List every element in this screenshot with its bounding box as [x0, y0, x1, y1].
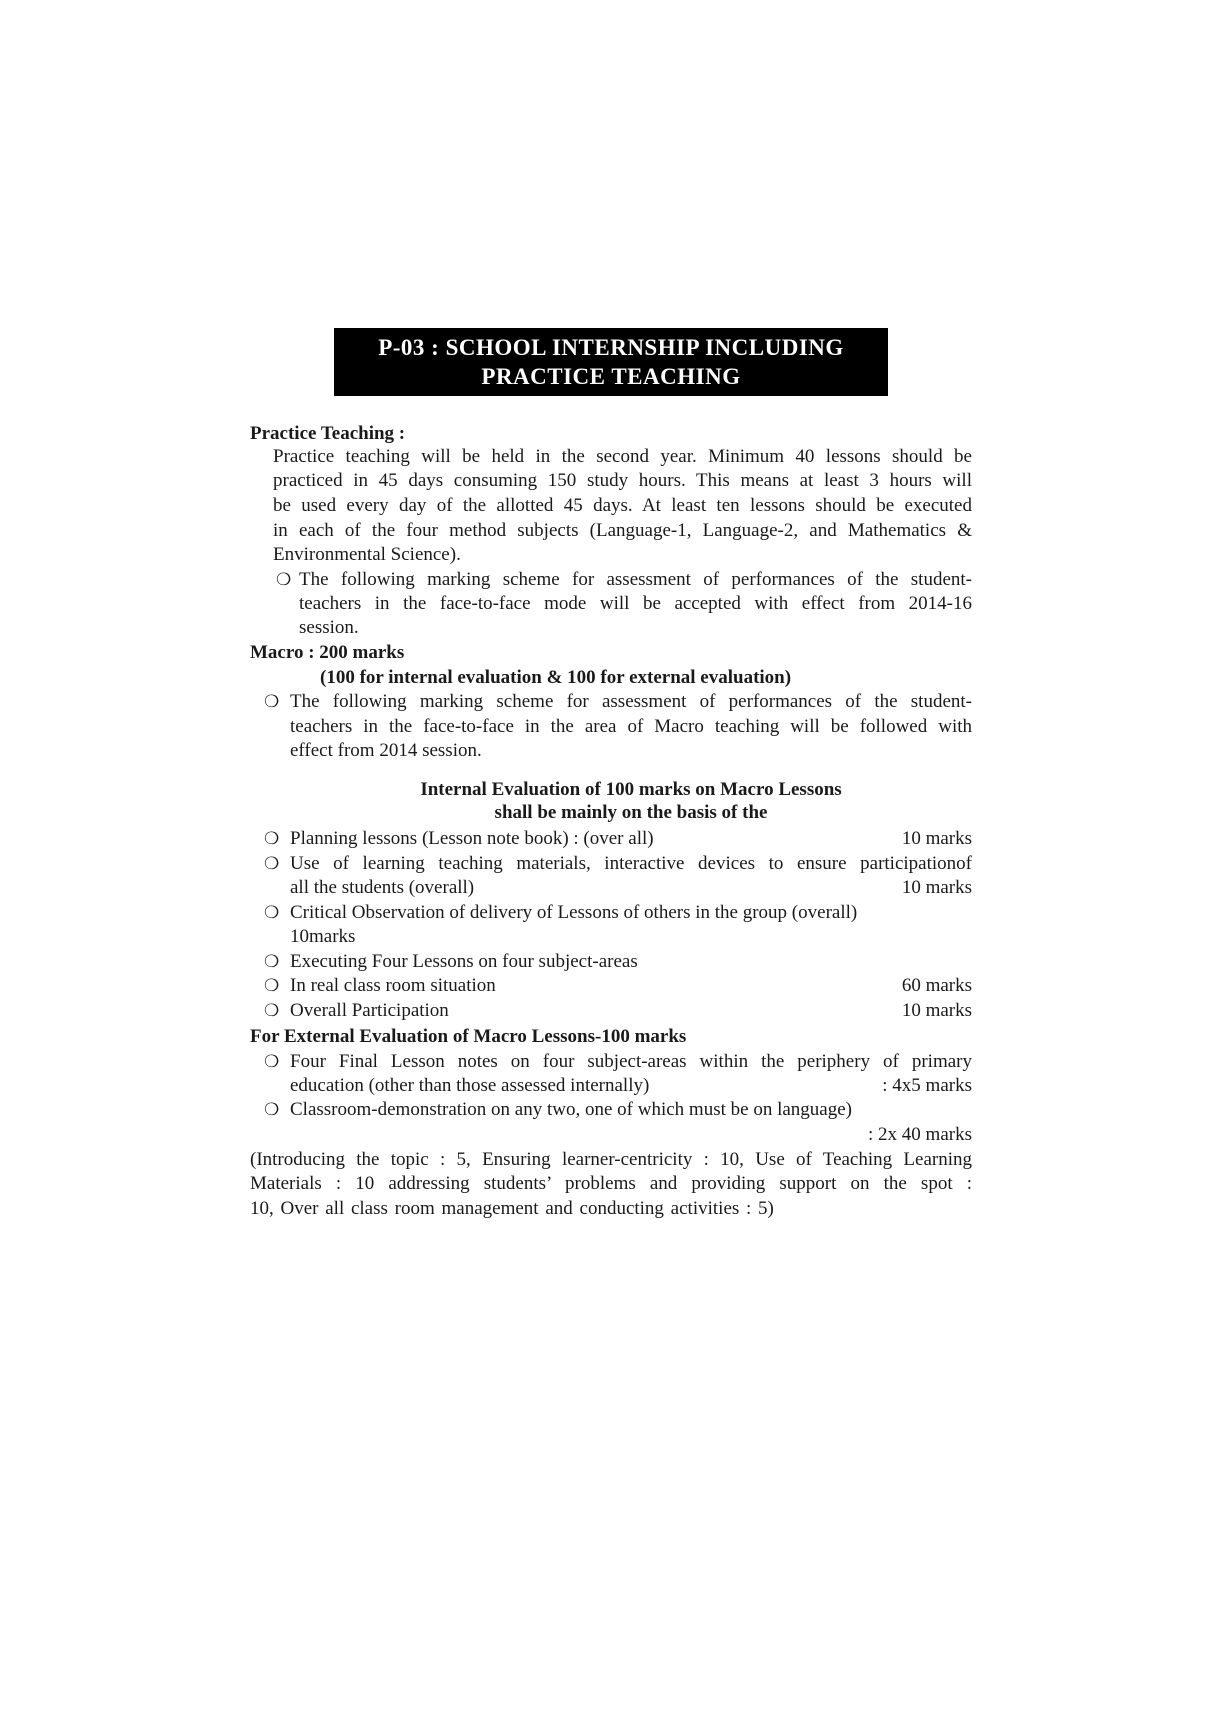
paragraph-line: Practice teaching will be held in the second year. Minimum 40 lessons should be: [273, 446, 972, 467]
item-text: 10marks: [290, 926, 356, 947]
item-text: Classroom-demonstration on any two, one of which must be on language): [290, 1099, 852, 1120]
bullet-line: The following marking scheme for assessment of performances of the student-: [299, 569, 972, 590]
item-marks: 10 marks: [901, 877, 972, 898]
item-text: Critical Observation of delivery of Lessons of others in the group (overall): [290, 902, 858, 923]
macro-subheading: (100 for internal evaluation & 100 for external evaluation): [320, 667, 792, 688]
bullet-line: session.: [299, 617, 359, 638]
list-item: [290, 999, 972, 1023]
title-line: P-03 : SCHOOL INTERNSHIP INCLUDING: [378, 335, 844, 360]
bullet-icon: ❍: [276, 570, 292, 589]
list-item: [290, 974, 972, 998]
list-item: [290, 827, 972, 851]
bullet-line: effect from 2014 session.: [290, 740, 482, 761]
bullet-icon: ❍: [264, 976, 280, 995]
paragraph-line: Environmental Science).: [273, 544, 461, 565]
item-marks: 10 marks: [901, 828, 972, 849]
item-text: In real class room situation: [290, 975, 496, 996]
item-marks: 10 marks: [901, 1000, 972, 1021]
list-item: [290, 1074, 972, 1098]
item-text: all the students (overall): [290, 877, 475, 898]
bullet-icon: ❍: [264, 1100, 280, 1119]
macro-heading: Macro : 200 marks: [250, 642, 405, 663]
item-text: Use of learning teaching materials, interactive devices to ensure participationof: [290, 853, 972, 874]
note-line: 10, Over all class room management and conducting activities : 5): [250, 1198, 774, 1219]
item-marks: 60 marks: [901, 975, 972, 996]
bullet-line: teachers in the face-to-face in the area of Macro teaching will be followed with: [290, 716, 972, 737]
list-item: [290, 876, 972, 900]
paragraph-line: be used every day of the allotted 45 days. At least ten lessons should be executed: [273, 495, 972, 516]
item-text: Four Final Lesson notes on four subject-areas within the periphery of primary: [290, 1051, 972, 1072]
paragraph-line: in each of the four method subjects (Language-1, Language-2, and Mathematics &: [273, 520, 972, 541]
bullet-icon: ❍: [264, 1052, 280, 1071]
bullet-icon: ❍: [264, 854, 280, 873]
item-text: Planning lessons (Lesson note book) : (over all): [290, 828, 654, 849]
bullet-line: The following marking scheme for assessment of performances of the student-: [290, 691, 972, 712]
external-heading: For External Evaluation of Macro Lessons-100 marks: [250, 1026, 687, 1047]
item-marks: : 2x 40 marks: [868, 1124, 972, 1145]
item-text: Executing Four Lessons on four subject-areas: [290, 951, 638, 972]
practice-teaching-heading: Practice Teaching :: [250, 423, 406, 444]
bullet-icon: ❍: [264, 1001, 280, 1020]
page-title: [334, 328, 888, 396]
internal-heading: Internal Evaluation of 100 marks on Macro Lessons: [420, 779, 842, 800]
bullet-icon: ❍: [264, 903, 280, 922]
bullet-icon: ❍: [264, 952, 280, 971]
note-line: Materials : 10 addressing students’ problems and providing support on the spot :: [250, 1173, 972, 1194]
title-line: PRACTICE TEACHING: [481, 364, 741, 389]
bullet-line: teachers in the face-to-face mode will be accepted with effect from 2014-16: [299, 593, 972, 614]
bullet-icon: ❍: [264, 829, 280, 848]
item-marks: : 4x5 marks: [882, 1075, 972, 1096]
note-line: (Introducing the topic : 5, Ensuring learner-centricity : 10, Use of Teaching Learning: [250, 1149, 972, 1170]
item-text: education (other than those assessed internally): [290, 1075, 650, 1096]
bullet-icon: ❍: [264, 692, 280, 711]
item-text: Overall Participation: [290, 1000, 449, 1021]
paragraph-line: practiced in 45 days consuming 150 study hours. This means at least 3 hours will: [273, 470, 972, 491]
internal-heading: shall be mainly on the basis of the: [494, 802, 768, 823]
